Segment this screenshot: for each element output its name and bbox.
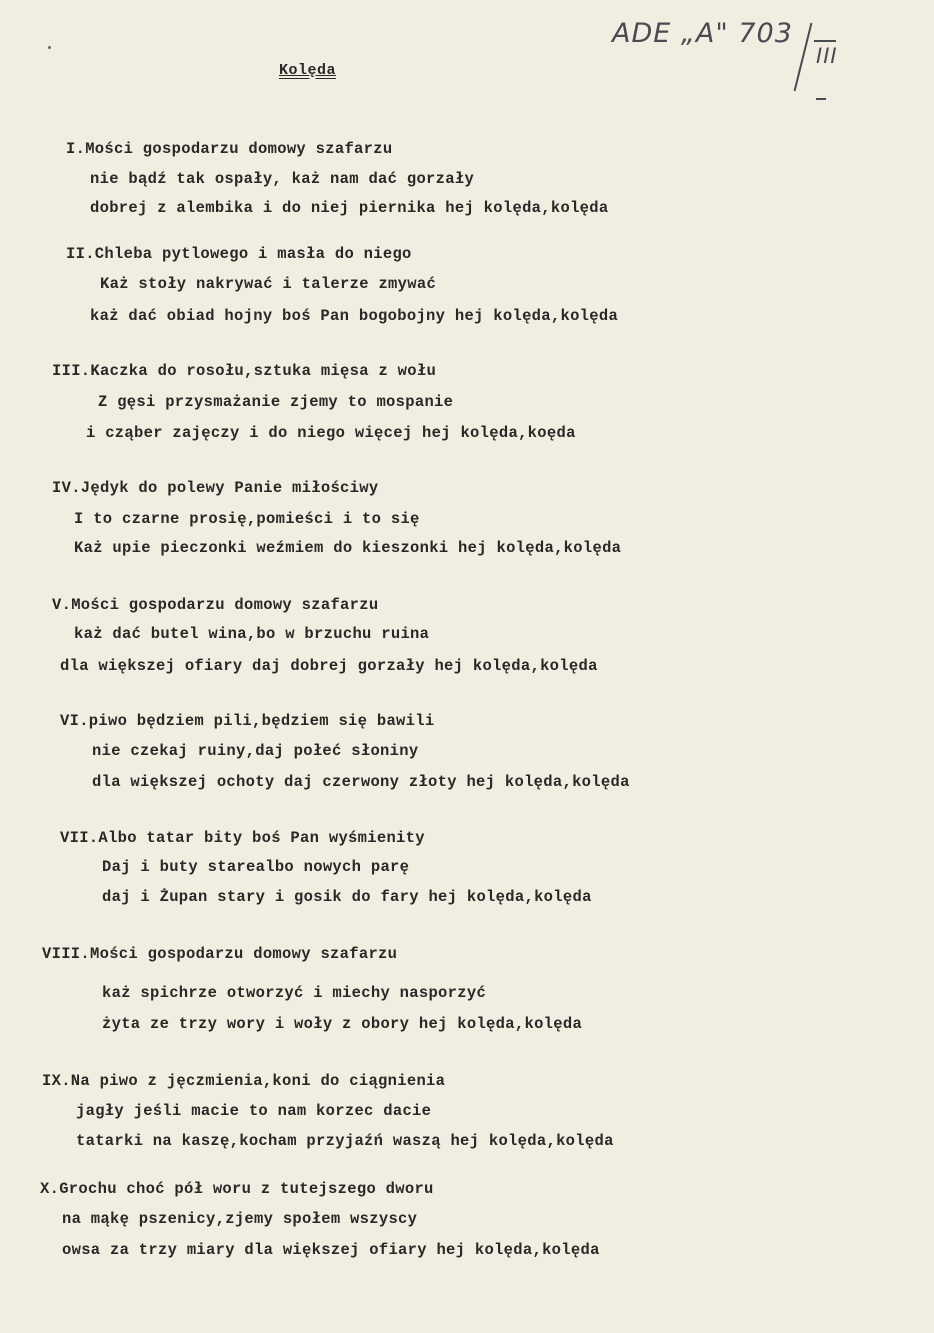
verse-line: dobrej z alembika i do niej piernika hej kolęda,kolęda	[90, 199, 609, 217]
verse-line: Z gęsi przysmażanie zjemy to mospanie	[98, 393, 454, 411]
verse-line: I.Mości gospodarzu domowy szafarzu	[66, 140, 393, 158]
verse-line: V.Mości gospodarzu domowy szafarzu	[52, 596, 379, 614]
verse-line: II.Chleba pytlowego i masła do niego	[66, 245, 412, 263]
verse-line: i cząber zajęczy i do niego więcej hej kolęda,koęda	[86, 424, 576, 442]
verse-line: III.Kaczka do rosołu,sztuka mięsa z wołu	[52, 362, 437, 380]
verse-line: nie czekaj ruiny,daj połeć słoniny	[92, 742, 419, 760]
verse-line: jagły jeśli macie to nam korzec dacie	[76, 1102, 432, 1120]
paper-mark	[48, 46, 51, 49]
verse-line: tatarki na kaszę,kocham przyjaźń waszą hej kolęda,kolęda	[76, 1132, 614, 1150]
verse-line: VI.piwo będziem pili,będziem się bawili	[60, 712, 435, 730]
folio-bar	[814, 40, 836, 42]
verse-line: na mąkę pszenicy,zjemy społem wszyscy	[62, 1210, 418, 1228]
verse-line: Każ upie pieczonki weźmiem do kieszonki hej kolęda,kolęda	[74, 539, 622, 557]
verse-line: IV.Jędyk do polewy Panie miłościwy	[52, 479, 379, 497]
verse-line: każ spichrze otworzyć i miechy nasporzyć	[102, 984, 487, 1002]
annotation-slash	[794, 23, 813, 91]
verse-line: IX.Na piwo z jęczmienia,koni do ciągnienia	[42, 1072, 446, 1090]
verse-line: I to czarne prosię,pomieści i to się	[74, 510, 420, 528]
archive-reference: ADE „A" 703	[612, 18, 793, 49]
verse-line: VII.Albo tatar bity boś Pan wyśmienity	[60, 829, 425, 847]
verse-line: owsa za trzy miary dla większej ofiary hej kolęda,kolęda	[62, 1241, 600, 1259]
verse-line: dla większej ofiary daj dobrej gorzały hej kolęda,kolęda	[60, 657, 598, 675]
verse-line: VIII.Mości gospodarzu domowy szafarzu	[42, 945, 398, 963]
verse-line: Każ stoły nakrywać i talerze zmywać	[100, 275, 437, 293]
poem-title: Kolęda	[279, 62, 337, 79]
folio-number: III	[816, 44, 838, 68]
folio-bar	[816, 98, 826, 100]
verse-line: nie bądź tak ospały, każ nam dać gorzały	[90, 170, 475, 188]
verse-line: każ dać butel wina,bo w brzuchu ruina	[74, 625, 430, 643]
verse-line: dla większej ochoty daj czerwony złoty hej kolęda,kolęda	[92, 773, 630, 791]
verse-line: każ dać obiad hojny boś Pan bogobojny hej kolęda,kolęda	[90, 307, 619, 325]
verse-line: żyta ze trzy wory i woły z obory hej kolęda,kolęda	[102, 1015, 583, 1033]
verse-line: X.Grochu choć pół woru z tutejszego dworu	[40, 1180, 434, 1198]
verse-line: daj i Żupan stary i gosik do fary hej kolęda,kolęda	[102, 888, 592, 906]
verse-line: Daj i buty starealbo nowych parę	[102, 858, 410, 876]
